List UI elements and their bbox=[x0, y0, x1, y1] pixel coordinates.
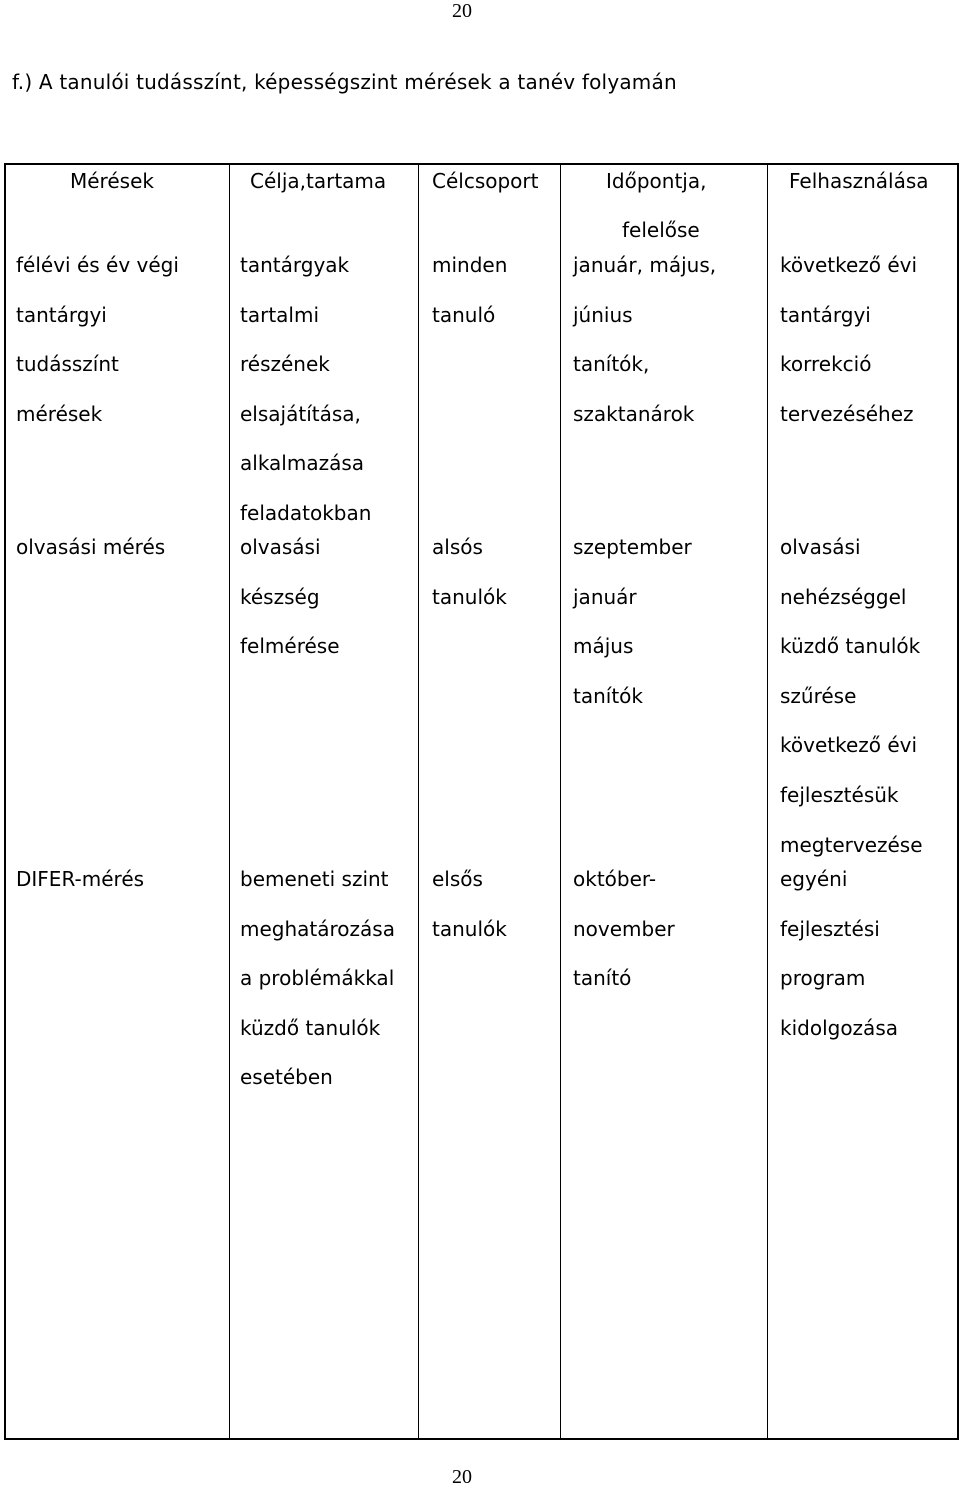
cell-line: tantárgyi bbox=[780, 302, 871, 327]
table-cell bbox=[780, 523, 923, 870]
table-cell bbox=[432, 241, 507, 340]
page-number-top: 20 bbox=[452, 0, 472, 22]
cell-line: korrekció bbox=[780, 352, 872, 377]
header-usage: Felhasználása bbox=[789, 169, 929, 193]
cell-line: feladatokban bbox=[240, 500, 372, 525]
cell-line: tantárgyak bbox=[240, 253, 350, 277]
column-divider bbox=[560, 163, 561, 1440]
cell-line: tanulók bbox=[432, 584, 507, 609]
cell-line: tanuló bbox=[432, 302, 496, 327]
cell-line: küzdő tanulók bbox=[240, 1015, 381, 1040]
cell-line: szűrése bbox=[780, 683, 857, 708]
cell-line: tartalmi bbox=[240, 302, 320, 327]
header-purpose: Célja,tartama bbox=[250, 169, 387, 193]
column-divider bbox=[418, 163, 419, 1440]
cell-line: készség bbox=[240, 584, 320, 609]
cell-line: fejlesztésük bbox=[780, 782, 899, 807]
column-divider bbox=[229, 163, 230, 1440]
table-cell bbox=[573, 241, 716, 439]
header-measurements: Mérések bbox=[70, 169, 154, 193]
cell-line: elsajátítása, bbox=[240, 401, 361, 426]
cell-line: tantárgyi bbox=[16, 302, 107, 327]
cell-line: esetében bbox=[240, 1065, 333, 1090]
table-cell bbox=[573, 855, 675, 1004]
cell-line: DIFER-mérés bbox=[16, 867, 145, 891]
table-cell bbox=[780, 241, 917, 439]
cell-line: fejlesztési bbox=[780, 916, 880, 941]
section-heading: f.) A tanulói tudásszínt, képességszint mérések a tanév folyamán bbox=[12, 70, 677, 94]
cell-line: tervezéséhez bbox=[780, 401, 914, 426]
header-responsible: felelőse bbox=[622, 218, 700, 242]
cell-line: elsős bbox=[432, 867, 483, 891]
table-cell bbox=[240, 523, 340, 672]
cell-line: mérések bbox=[16, 401, 103, 426]
header-target-group: Célcsoport bbox=[432, 169, 539, 193]
cell-line: szeptember bbox=[573, 535, 692, 559]
cell-line: január bbox=[573, 584, 637, 609]
cell-line: részének bbox=[240, 352, 330, 377]
cell-line: szaktanárok bbox=[573, 401, 695, 426]
cell-line: küzdő tanulók bbox=[780, 634, 921, 659]
cell-line: következő évi bbox=[780, 253, 918, 277]
table-cell bbox=[432, 523, 507, 622]
cell-line: tanulók bbox=[432, 916, 507, 941]
cell-line: tudásszínt bbox=[16, 352, 119, 377]
cell-line: tanítók, bbox=[573, 352, 650, 377]
cell-line: a problémákkal bbox=[240, 966, 395, 991]
cell-line: tanító bbox=[573, 966, 632, 991]
column-divider bbox=[767, 163, 768, 1440]
cell-line: következő évi bbox=[780, 733, 918, 758]
table-cell bbox=[573, 523, 692, 721]
cell-line: minden bbox=[432, 253, 508, 277]
cell-line: félévi és év végi bbox=[16, 253, 179, 277]
cell-line: tanítók bbox=[573, 683, 643, 708]
cell-line: olvasási bbox=[240, 535, 321, 559]
cell-line: május bbox=[573, 634, 634, 659]
cell-line: meghatározása bbox=[240, 916, 395, 941]
table-cell bbox=[16, 241, 179, 439]
cell-line: megtervezése bbox=[780, 832, 923, 857]
cell-line: június bbox=[573, 302, 633, 327]
cell-line: kidolgozása bbox=[780, 1015, 898, 1040]
table-cell bbox=[16, 523, 165, 573]
cell-line: november bbox=[573, 916, 675, 941]
cell-line: január, május, bbox=[573, 253, 717, 277]
cell-line: nehézséggel bbox=[780, 584, 907, 609]
table-cell bbox=[780, 855, 898, 1053]
cell-line: olvasási bbox=[780, 535, 861, 559]
table-cell bbox=[432, 855, 507, 954]
cell-line: alkalmazása bbox=[240, 451, 365, 476]
cell-line: bemeneti szint bbox=[240, 867, 389, 891]
cell-line: október- bbox=[573, 867, 657, 891]
page-number-bottom: 20 bbox=[452, 1466, 472, 1488]
table-cell bbox=[240, 241, 371, 539]
cell-line: egyéni bbox=[780, 867, 848, 891]
cell-line: program bbox=[780, 966, 866, 991]
table-cell bbox=[16, 855, 144, 905]
header-time: Időpontja, bbox=[606, 169, 707, 193]
table-cell bbox=[240, 855, 395, 1103]
cell-line: olvasási mérés bbox=[16, 535, 166, 559]
cell-line: felmérése bbox=[240, 634, 340, 659]
cell-line: alsós bbox=[432, 535, 483, 559]
